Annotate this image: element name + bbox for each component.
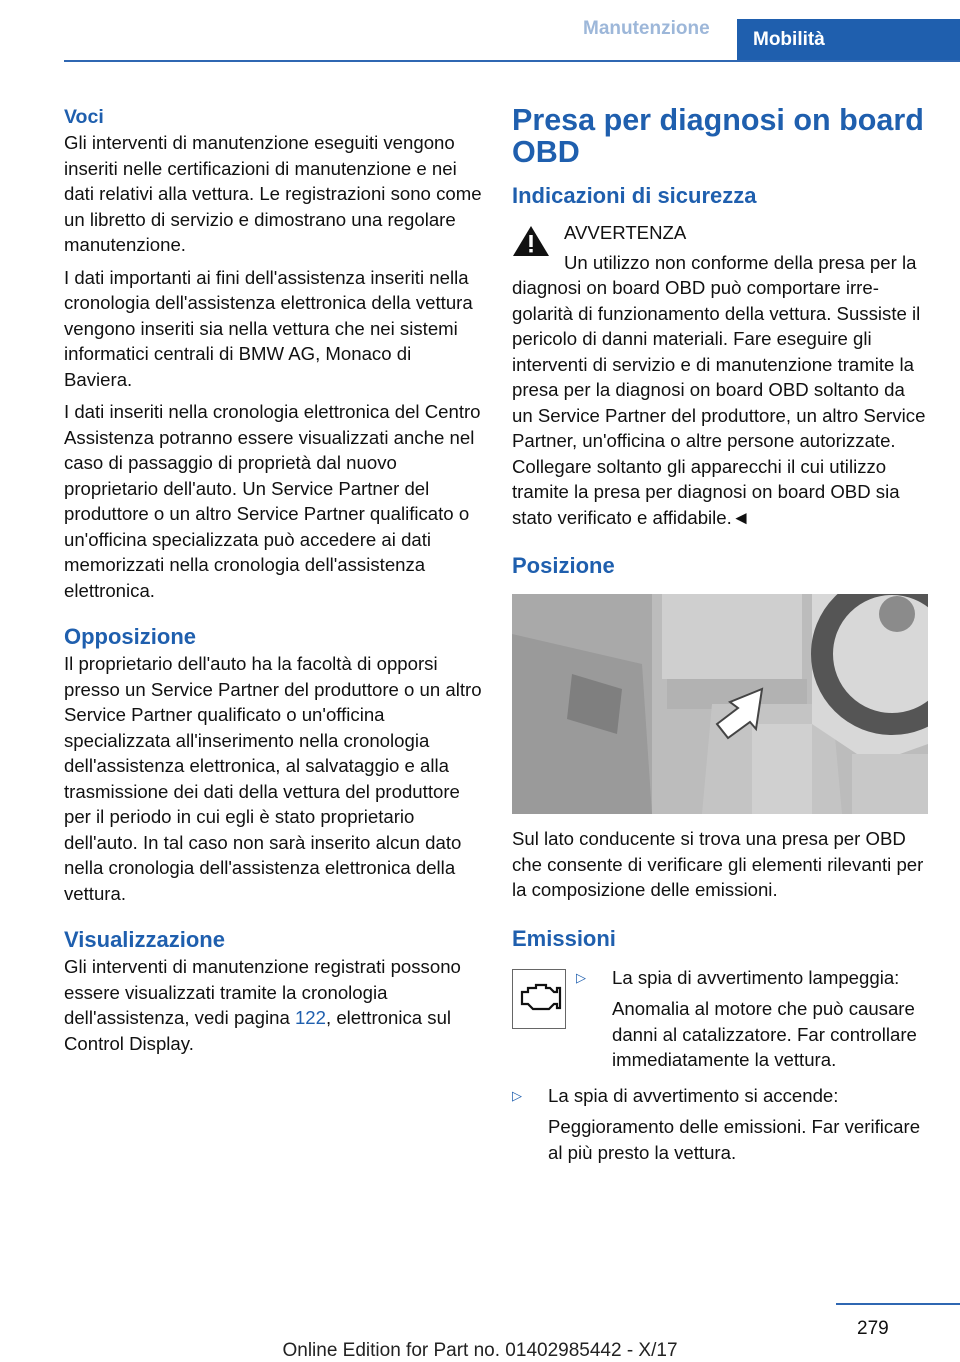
warning-block [512, 220, 928, 530]
visual-text-before: Gli interventi di manutenzione registrati possono essere visualizzati tramite la cronologia dell'assistenza, vedi pagina [64, 956, 461, 1028]
voci-heading: Voci [64, 106, 104, 128]
header-rule [64, 60, 960, 62]
triangle-bullet-icon: ▷ [576, 969, 586, 985]
right-column [512, 104, 928, 1165]
opposizione-paragraph: Il proprietario dell'auto ha la facoltà di opporsi presso un Service Partner del produttore o un altro Service Partner qualificato o un'officina specializzata all'inserimento nella cronologia dell'assistenza elettronica, al salvataggio e alla trasmissione dei dati della vettura del produttore per il periodo in cui egli è stato proprietario dell'auto. In tal caso non sarà inserito alcun dato nella cronologia dell'assistenza elettronica della vettura. [64, 653, 482, 904]
triangle-bullet-icon: ▷ [512, 1087, 522, 1103]
list-item [512, 965, 928, 1073]
bullet1-text: Anomalia al motore che può causare danni al catalizzatore. Far controllare immediatamente la vettura. [612, 998, 917, 1070]
page-header [0, 0, 960, 62]
left-column [64, 104, 482, 1056]
page-number: 279 [857, 1318, 889, 1339]
posizione-caption: Sul lato conducente si trova una presa per OBD che consente di verificare gli elementi rilevanti per la composizione delle emissioni. [512, 828, 924, 900]
obd-location-photo [512, 594, 928, 814]
warning-label: AVVERTENZA [564, 222, 687, 243]
visual-text-after: , elettronica sul Control Display. [64, 1007, 452, 1054]
posizione-heading: Posizione [512, 553, 615, 578]
voci-paragraph-1: Gli interventi di manutenzione eseguiti vengono inseriti nelle certificazioni di manutenzione e nei dati relativi alla vettura. Le registrazioni sono come un libretto di servizio e dimostrano una regolare manutenzione. [64, 132, 482, 255]
footer-rule [836, 1303, 960, 1305]
warning-text: Un utilizzo non conforme della presa per la diagnosi on board OBD può comportare irregolarità di funzionamento della vettura. Sussiste il pericolo di danni materiali. Fare eseguire gli interventi di servizio e di manutenzione tramite la presa per la diagnosi on board OBD soltanto da un Service Partner del produttore, un altro Service Partner, un'officina o altre persone autorizzate. Collegare soltanto gli apparecchi il cui utilizzo tramite la presa per diagnosi on board OBD sia stato verificato e affidabile.◄ [512, 251, 926, 528]
visualizzazione-paragraph [64, 954, 482, 1056]
sicurezza-heading: Indicazioni di sicurezza [512, 183, 757, 208]
warning-triangle-icon [512, 224, 550, 258]
page-link-122[interactable]: 122 [294, 1007, 326, 1028]
bullet1-title: La spia di avvertimento lampeggia: [612, 966, 900, 988]
opposizione-heading: Opposizione [64, 624, 196, 649]
tab-mobilita[interactable]: Mobilità [737, 19, 960, 62]
visualizzazione-heading: Visualizzazione [64, 927, 225, 952]
obd-title: Presa per diagnosi on board OBD [512, 103, 924, 169]
emissioni-list [512, 965, 928, 1166]
emissioni-heading: Emissioni [512, 925, 616, 951]
bullet2-text: Peggioramento delle emissioni. Far verificare al più presto la vettura. [548, 1116, 921, 1163]
list-item [512, 1083, 928, 1166]
voci-paragraph-3: I dati inseriti nella cronologia elettronica del Centro Assistenza potranno essere visualizzati anche nel caso di passaggio di proprietà dal nuovo proprietario dell'auto. Un Service Partner del produttore o un altro Service Partner qualificato o un'officina specializzata può accedere ai dati memorizzati nella cronologia dell'assistenza elettronica. [64, 401, 481, 601]
section-label: Manutenzione [583, 18, 710, 39]
edition-note: Online Edition for Part no. 01402985442 - X/17 [282, 1340, 678, 1361]
bullet2-title: La spia di avvertimento si accende: [548, 1084, 839, 1106]
voci-paragraph-2: I dati importanti ai fini dell'assistenza inseriti nella cronologia dell'assistenza elettronica della vettura vengono inseriti sia nella vettura che nei sistemi informatici centrali di BMW AG, Monaco di Baviera. [64, 266, 473, 390]
check-engine-icon [512, 969, 566, 1029]
